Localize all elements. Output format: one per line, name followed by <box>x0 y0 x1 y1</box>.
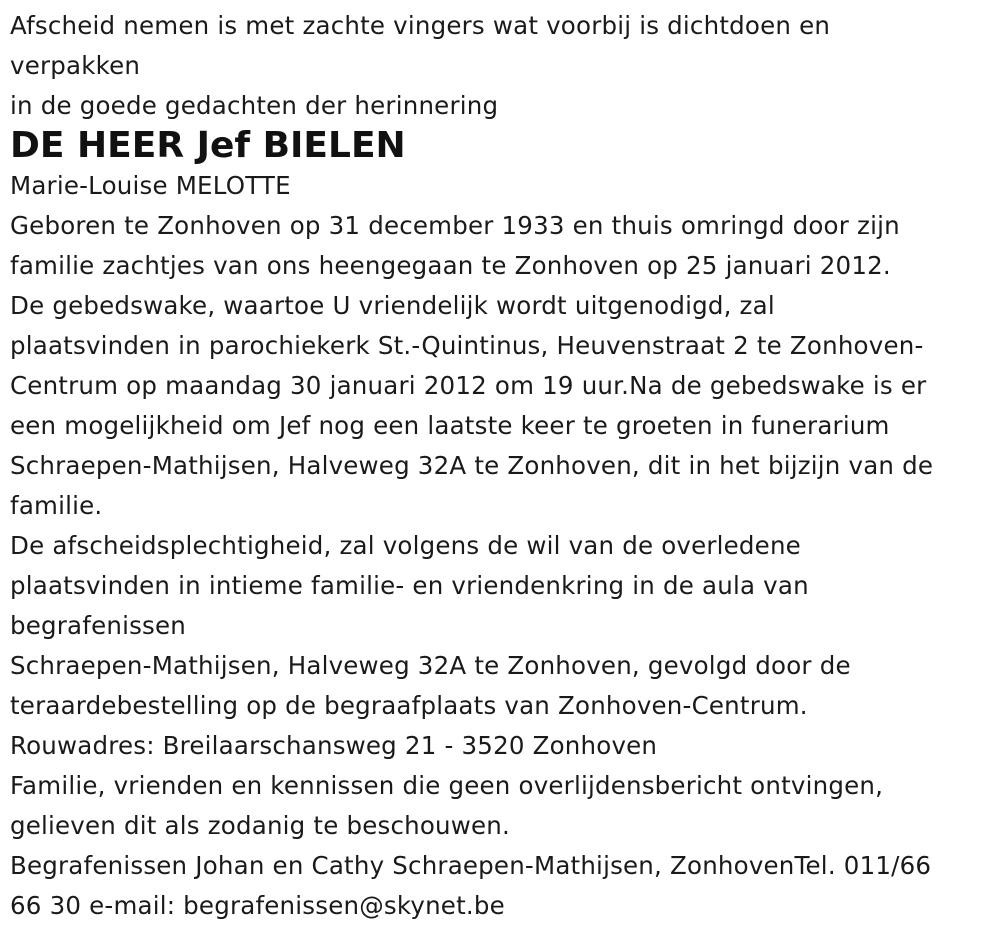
funeral-home-contact: Begrafenissen Johan en Cathy Schraepen-Mathijsen, ZonhovenTel. 011/66 <box>10 851 932 880</box>
body-line: familie. <box>10 491 103 520</box>
body-line: begrafenissen <box>10 611 187 640</box>
body-line: Schraepen-Mathijsen, Halveweg 32A te Zonhoven, dit in het bijzijn van de <box>10 451 934 480</box>
body-line: plaatsvinden in parochiekerk St.-Quintinus, Heuvenstraat 2 te Zonhoven- <box>10 331 924 360</box>
body-line: Familie, vrienden en kennissen die geen overlijdensbericht ontvingen, <box>10 771 884 800</box>
body-line: Geboren te Zonhoven op 31 december 1933 en thuis omringd door zijn <box>10 211 900 240</box>
body-line: een mogelijkheid om Jef nog een laatste keer te groeten in funerarium <box>10 411 890 440</box>
obituary-notice <box>10 6 990 926</box>
funeral-home-contact: 66 30 e-mail: begrafenissen@skynet.be <box>10 891 505 920</box>
body-line: De gebedswake, waartoe U vriendelijk wordt uitgenodigd, zal <box>10 291 775 320</box>
body-line: Schraepen-Mathijsen, Halveweg 32A te Zonhoven, gevolgd door de <box>10 651 851 680</box>
body-line: gelieven dit als zodanig te beschouwen. <box>10 811 511 840</box>
intro-line: Afscheid nemen is met zachte vingers wat voorbij is dichtdoen en <box>10 11 831 40</box>
body-line: Centrum op maandag 30 januari 2012 om 19 uur.Na de gebedswake is er <box>10 371 927 400</box>
body-line: familie zachtjes van ons heengegaan te Zonhoven op 25 januari 2012. <box>10 251 891 280</box>
spouse-name: Marie-Louise MELOTTE <box>10 171 291 200</box>
deceased-name-title: DE HEER Jef BIELEN <box>10 125 406 166</box>
body-line: teraardebestelling op de begraafplaats van Zonhoven-Centrum. <box>10 691 808 720</box>
intro-line: verpakken <box>10 51 141 80</box>
body-line: De afscheidsplechtigheid, zal volgens de wil van de overledene <box>10 531 801 560</box>
mourning-address: Rouwadres: Breilaarschansweg 21 - 3520 Zonhoven <box>10 731 658 760</box>
body-line: plaatsvinden in intieme familie- en vriendenkring in de aula van <box>10 571 809 600</box>
intro-line: in de goede gedachten der herinnering <box>10 91 499 120</box>
